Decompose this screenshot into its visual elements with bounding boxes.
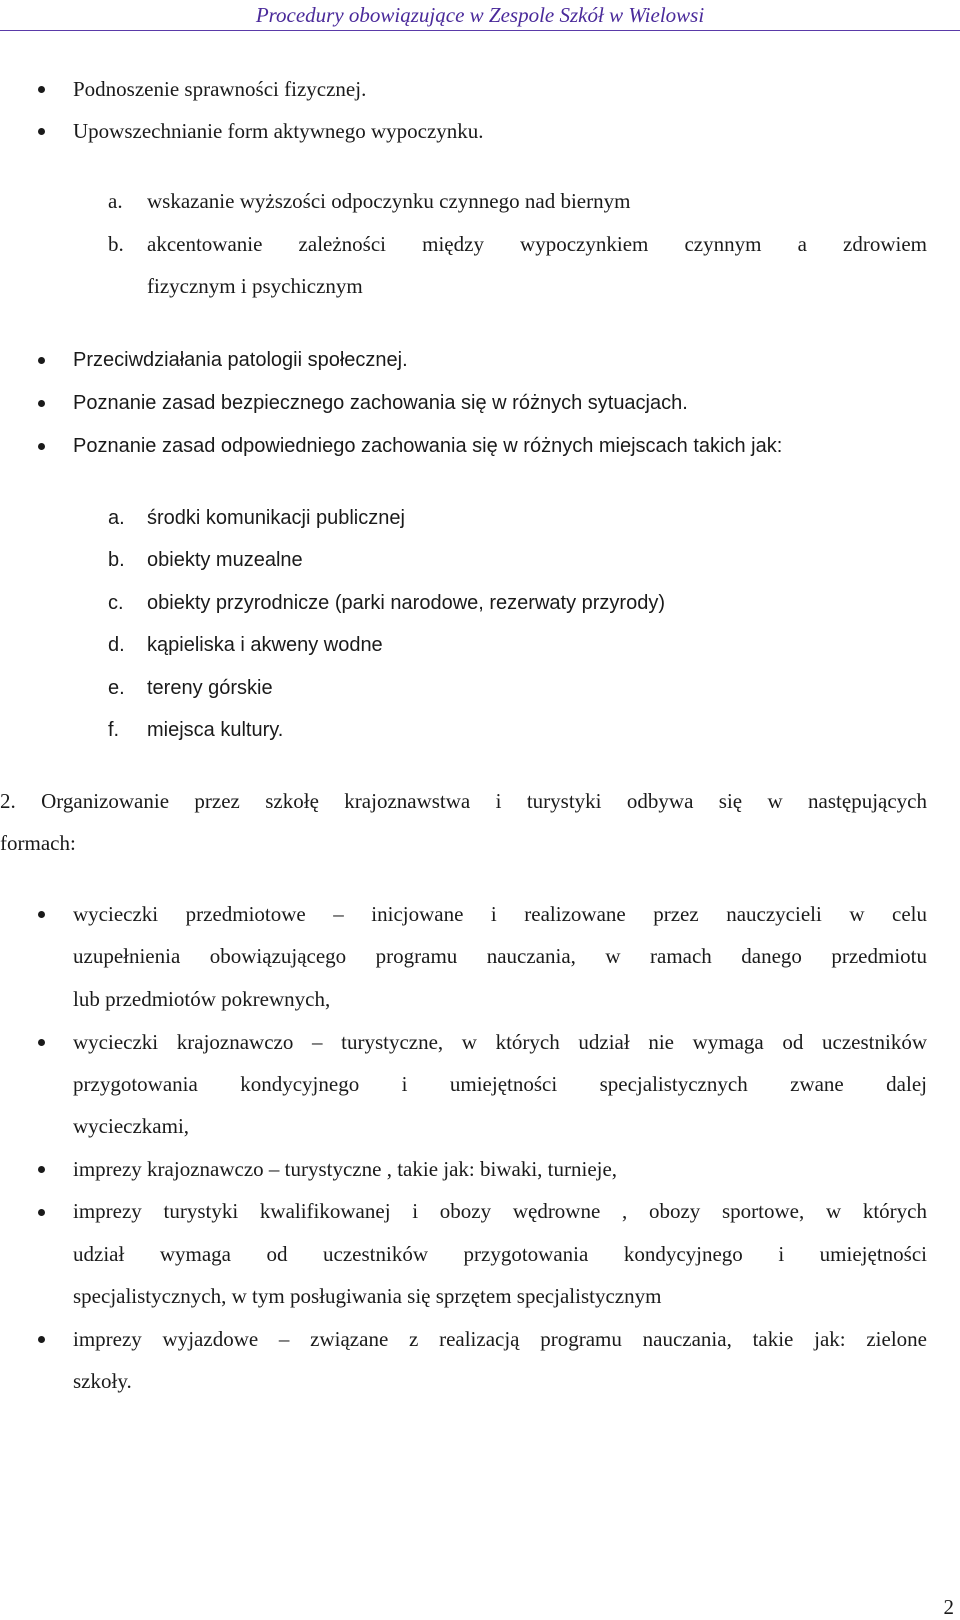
list-marker: b. [108,549,125,571]
list-marker: b. [108,232,124,256]
list-item-continuation: przygotowania kondycyjnego i umiejętności specjalistycznych zwane dalej [73,1072,927,1096]
list-marker: a. [108,507,125,529]
list-item: Poznanie zasad bezpiecznego zachowania się w różnych sytuacjach. [73,392,688,414]
list-item: Przeciwdziałania patologii społecznej. [73,349,408,371]
list-marker: a. [108,189,123,213]
list-item: Podnoszenie sprawności fizycznej. [73,77,367,101]
list-item: imprezy krajoznawczo – turystyczne , takie jak: biwaki, turnieje, [73,1157,618,1181]
list-item: wycieczki krajoznawczo – turystyczne, w których udział nie wymaga od uczestników [73,1030,927,1054]
list-item-continuation: fizycznym i psychicznym [147,274,363,298]
list-item-continuation: szkoły. [73,1369,132,1393]
bullet-icon [38,1166,45,1173]
list-item: imprezy wyjazdowe – związane z realizacją programu nauczania, takie jak: zielone [73,1327,927,1351]
section-intro-continuation: formach: [0,831,76,855]
bullet-icon [38,443,45,450]
list-item: obiekty przyrodnicze (parki narodowe, rezerwaty przyrody) [147,592,665,614]
list-item: Poznanie zasad odpowiedniego zachowania się w różnych miejscach takich jak: [73,435,783,457]
bullet-icon [38,400,45,407]
header-divider [0,30,960,31]
list-item: obiekty muzealne [147,549,303,571]
list-item: miejsca kultury. [147,719,284,741]
page-number: 2 [943,1595,954,1619]
list-item-continuation: wycieczkami, [73,1114,190,1138]
list-item: wycieczki przedmiotowe – inicjowane i realizowane przez nauczycieli w celu [73,902,927,926]
list-item-continuation: specjalistycznych, w tym posługiwania się sprzętem specjalistycznym [73,1284,662,1308]
bullet-icon [38,1039,45,1046]
list-item: Upowszechnianie form aktywnego wypoczynku. [73,119,484,143]
list-marker: d. [108,634,125,656]
bullet-icon [38,128,45,135]
bullet-icon [38,357,45,364]
list-item: wskazanie wyższości odpoczynku czynnego nad biernym [147,189,631,213]
list-item: tereny górskie [147,677,273,699]
list-item: kąpieliska i akweny wodne [147,634,383,656]
list-marker: c. [108,592,124,614]
list-item: środki komunikacji publicznej [147,507,405,529]
list-item-continuation: udział wymaga od uczestników przygotowania kondycyjnego i umiejętności [73,1242,927,1266]
list-item: imprezy turystyki kwalifikowanej i obozy wędrowne , obozy sportowe, w których [73,1199,927,1223]
section-intro: 2. Organizowanie przez szkołę krajoznawstwa i turystyki odbywa się w następujących [0,789,927,813]
page-header-title: Procedury obowiązujące w Zespole Szkół w Wielowsi [255,3,705,27]
bullet-icon [38,86,45,93]
bullet-icon [38,911,45,918]
list-item-continuation: uzupełnienia obowiązującego programu nauczania, w ramach danego przedmiotu [73,944,927,968]
bullet-icon [38,1336,45,1343]
bullet-icon [38,1209,45,1216]
list-marker: f. [108,719,120,741]
list-item-continuation: lub przedmiotów pokrewnych, [73,987,331,1011]
list-item: akcentowanie zależności między wypoczynkiem czynnym a zdrowiem [147,232,927,256]
list-marker: e. [108,677,125,699]
